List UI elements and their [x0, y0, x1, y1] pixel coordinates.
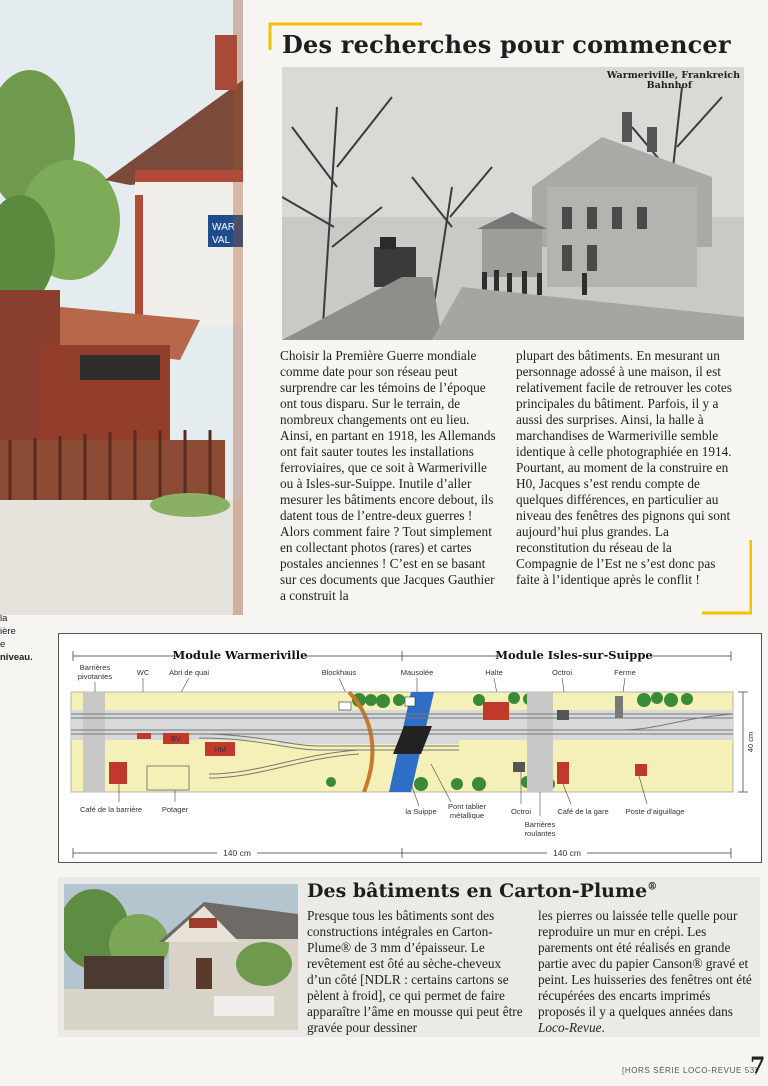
magazine-name: Loco-Revue — [538, 1020, 602, 1035]
body-column-1 — [307, 908, 525, 1036]
body-column-1 — [280, 348, 500, 604]
footer-text: [HORS SÉRIE LOCO-REVUE 53] — [622, 1066, 758, 1075]
caption-line: niveau. — [0, 652, 33, 663]
caption-line: e — [0, 639, 6, 650]
body-column-2 — [516, 348, 736, 588]
paragraph-end: . — [601, 1020, 605, 1035]
station-sign-text: WAR — [212, 222, 235, 233]
paragraph: plupart des bâtiments. En mesurant un personnage adossé à une maison, il est relativement facile de retrouver les cotes principales du bâtiment. Parfois, il y a aussi des surprises. Ainsi, la halle à marchandises de Warmeriville semble identique à celle photographiée en 1914. Pourtant, au moment de la construire en H0, Jacques s’est rendu compte de quelques différences, en particulier au niveau des fenêtres des pignons qui sont aujourd’hui plus grandes. La reconstitution du réseau de la Compagnie de l’Est ne s’est donc pas faite à l’identique après le conflit ! — [516, 348, 732, 587]
diagram-label: Potager — [161, 805, 189, 814]
photo-caption-line: Bahnhof — [646, 80, 692, 91]
paragraph-text: les pierres ou laissée telle quelle pour reproduire un mur en crépi. Les parements ont été réalisés en grande partie avec du papier Canson® gravé et peint. Les huisseries des fenêtres ont été récupérées des encarts imprimés proposés il y a quelques années dans — [538, 908, 752, 1019]
diagram-label: pivotantes — [77, 672, 113, 681]
diagram-label: Octroi — [551, 668, 573, 677]
section-title: Des recherches pour commencer — [282, 30, 731, 59]
dimension-label: 140 cm — [553, 848, 581, 858]
diagram-label: Barrières — [79, 663, 111, 672]
diagram-label: Halte — [485, 668, 503, 677]
model-station-photo — [0, 0, 243, 615]
photo-caption-line: Warmeriville, Frankreich — [606, 70, 740, 81]
section-title-text: Des bâtiments en Carton-Plume — [307, 880, 648, 902]
diagram-label: métallique — [449, 811, 485, 820]
diagram-label: Café de la gare — [557, 807, 609, 816]
diagram-label: WC — [136, 668, 150, 677]
building-label: HM — [214, 745, 226, 754]
goods-shed-illustration — [64, 884, 298, 1030]
diagram-label: Octroi — [510, 807, 532, 816]
diagram-label: Ferme — [614, 668, 636, 677]
diagram-label: Pont tablier — [448, 802, 486, 811]
paragraph: Presque tous les bâtiments sont des constructions intégrales en Carton-Plume® de 3 mm d’épaisseur. Le revêtement est ôté au sèche-cheveux d’un côté [NDLR : certains cartons se pèlent à froid], ce qui permet de faire apparaître l’âme en mousse qui peut être gravée pour dessiner — [307, 908, 523, 1035]
model-goods-shed-photo — [64, 884, 298, 1030]
body-column-2 — [538, 908, 756, 1036]
track-plan-diagram — [58, 633, 762, 863]
diagram-label: Café de la barrière — [79, 805, 143, 814]
page-number: 7 — [750, 1053, 766, 1079]
registered-mark: ® — [647, 881, 658, 893]
model-station-illustration — [0, 0, 243, 615]
station-sign-text: VAL — [212, 235, 231, 246]
diagram-label: la Suippe — [405, 807, 437, 816]
section-title — [307, 880, 657, 902]
track-plan-svg — [59, 634, 761, 862]
building-label: BV — [170, 734, 182, 743]
caption-line: la — [0, 613, 8, 624]
diagram-label: Blockhaus — [321, 668, 357, 677]
historic-station-photo — [282, 67, 744, 340]
diagram-label: Barrières — [524, 820, 556, 829]
left-caption-fragment — [0, 612, 60, 664]
diagram-label: Mausolée — [400, 668, 434, 677]
paragraph — [538, 908, 756, 1036]
photo-caption — [540, 71, 740, 91]
dimension-label: 140 cm — [223, 848, 251, 858]
paragraph: Choisir la Première Guerre mondiale comme date pour son réseau peut surprendre car les témoins de l’époque ont tous disparu. Sur le terrain, de nombreux changements ont eu lieu. Ainsi, en partant en 1918, les Allemands ont fait sauter toutes les installations ferroviaires, que ce soit à Warmeriville ou à Isles-sur-Suippe. Inutile d’aller mesurer les bâtiments encore debout, ils datent tous de l’entre-deux guerres ! Alors comment faire ? Tout simplement en collectant photos (rares) et cartes postales anciennes ! C’est en se basant sur ces documents que Jacques Gauthier a construit la — [280, 348, 496, 603]
module-title: Module Warmeriville — [172, 648, 308, 662]
caption-line: ière — [0, 626, 16, 637]
dimension-label: 40 cm — [746, 731, 755, 753]
diagram-label: Poste d’aiguillage — [625, 807, 685, 816]
module-title: Module Isles-sur-Suippe — [495, 648, 653, 662]
historic-photo-illustration — [282, 67, 744, 340]
diagram-label: Abri de quai — [168, 668, 210, 677]
diagram-label: roulantes — [524, 829, 556, 838]
